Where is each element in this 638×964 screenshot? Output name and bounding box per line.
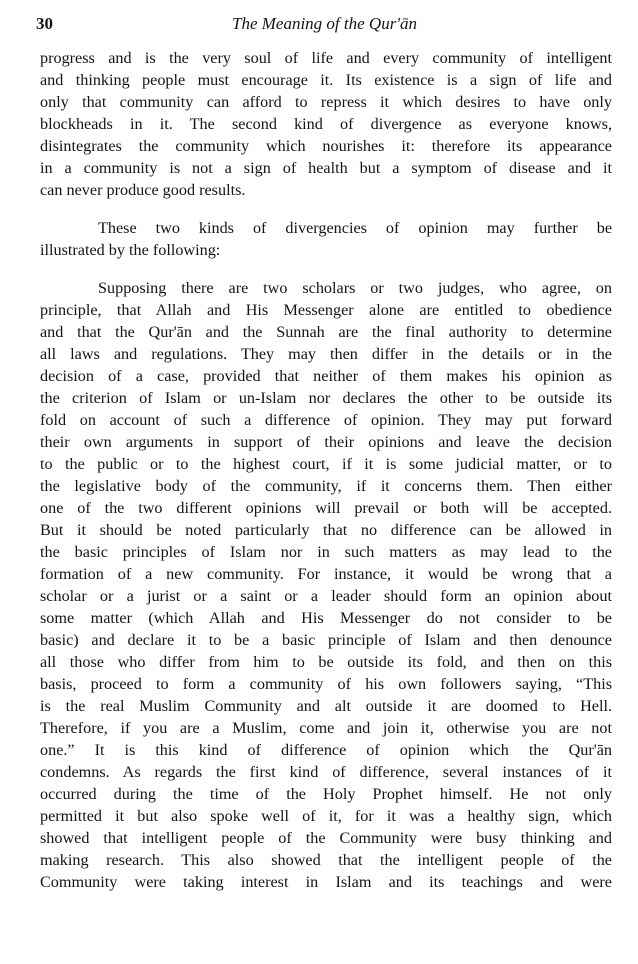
text-line: scholar or a jurist or a saint or a leader should form an opinion about [40,587,612,605]
text-line: the criterion of Islam or un-Islam nor declares the other to be outside its [40,389,612,407]
text-line: and that the Qur'ān and the Sunnah are the final authority to determine [40,323,612,341]
text-line: the basic principles of Islam nor in such matters as may lead to the [40,543,612,561]
text-line: formation of a new community. For instance, it would be wrong that a [40,565,612,583]
paragraph-1 [40,47,612,201]
text-line: basis, proceed to form a community of his own followers saying, “This [40,675,612,693]
text-line: all laws and regulations. They may then differ in the details or in the [40,345,612,363]
text-line: one of the two different opinions will prevail or both will be accepted. [40,499,612,517]
text-line: and thinking people must encourage it. Its existence is a sign of life and [40,71,612,89]
text-line: their own arguments in support of their opinions and leave the decision [40,433,612,451]
text-line: to the public or to the highest court, if it is some judicial matter, or to [40,455,612,473]
text-line: But it should be noted particularly that no difference can be allowed in [40,521,612,539]
text-line: one.” It is this kind of difference of opinion which the Qur'ān [40,741,612,759]
paragraph-2 [40,217,612,261]
paragraph-3 [40,277,612,893]
text-line: is the real Muslim Community and alt outside it are doomed to Hell. [40,697,612,715]
text-line: basic) and declare it to be a basic principle of Islam and then denounce [40,631,612,649]
text-line: principle, that Allah and His Messenger alone are entitled to obedience [40,301,612,319]
text-line: all those who differ from him to be outside its fold, and then on this [40,653,612,671]
text-line: progress and is the very soul of life and every community of intelligent [40,49,612,67]
text-line: Community were taking interest in Islam and its teachings and were [40,873,612,891]
body-text [40,47,612,893]
text-line: permitted it but also spoke well of it, for it was a healthy sign, which [40,807,612,825]
text-line: showed that intelligent people of the Community were busy thinking and [40,829,612,847]
text-line: These two kinds of divergencies of opinion may further be [98,219,612,237]
text-line: only that community can afford to repress it which desires to have only [40,93,612,111]
page-header [36,14,616,36]
text-line: occurred during the time of the Holy Prophet himself. He not only [40,785,612,803]
text-line: fold on account of such a difference of opinion. They may put forward [40,411,612,429]
text-line: Therefore, if you are a Muslim, come and join it, otherwise you are not [40,719,612,737]
text-line: Supposing there are two scholars or two judges, who agree, on [98,279,612,297]
text-line: making research. This also showed that the intelligent people of the [40,851,612,869]
text-line: decision of a case, provided that neither of them makes his opinion as [40,367,612,385]
text-line: some matter (which Allah and His Messenger do not consider to be [40,609,612,627]
text-line: in a community is not a sign of health but a symptom of disease and it [40,159,612,177]
text-line: blockheads in it. The second kind of divergence as everyone knows, [40,115,612,133]
running-title: The Meaning of the Qur'ān [232,14,417,33]
text-line: disintegrates the community which nourishes it: therefore its appearance [40,137,612,155]
text-line: the legislative body of the community, if it concerns them. Then either [40,477,612,495]
text-line: illustrated by the following: [40,241,221,259]
text-line: can never produce good results. [40,181,246,199]
page-number: 30 [36,14,53,33]
text-line: condemns. As regards the first kind of difference, several instances of it [40,763,612,781]
